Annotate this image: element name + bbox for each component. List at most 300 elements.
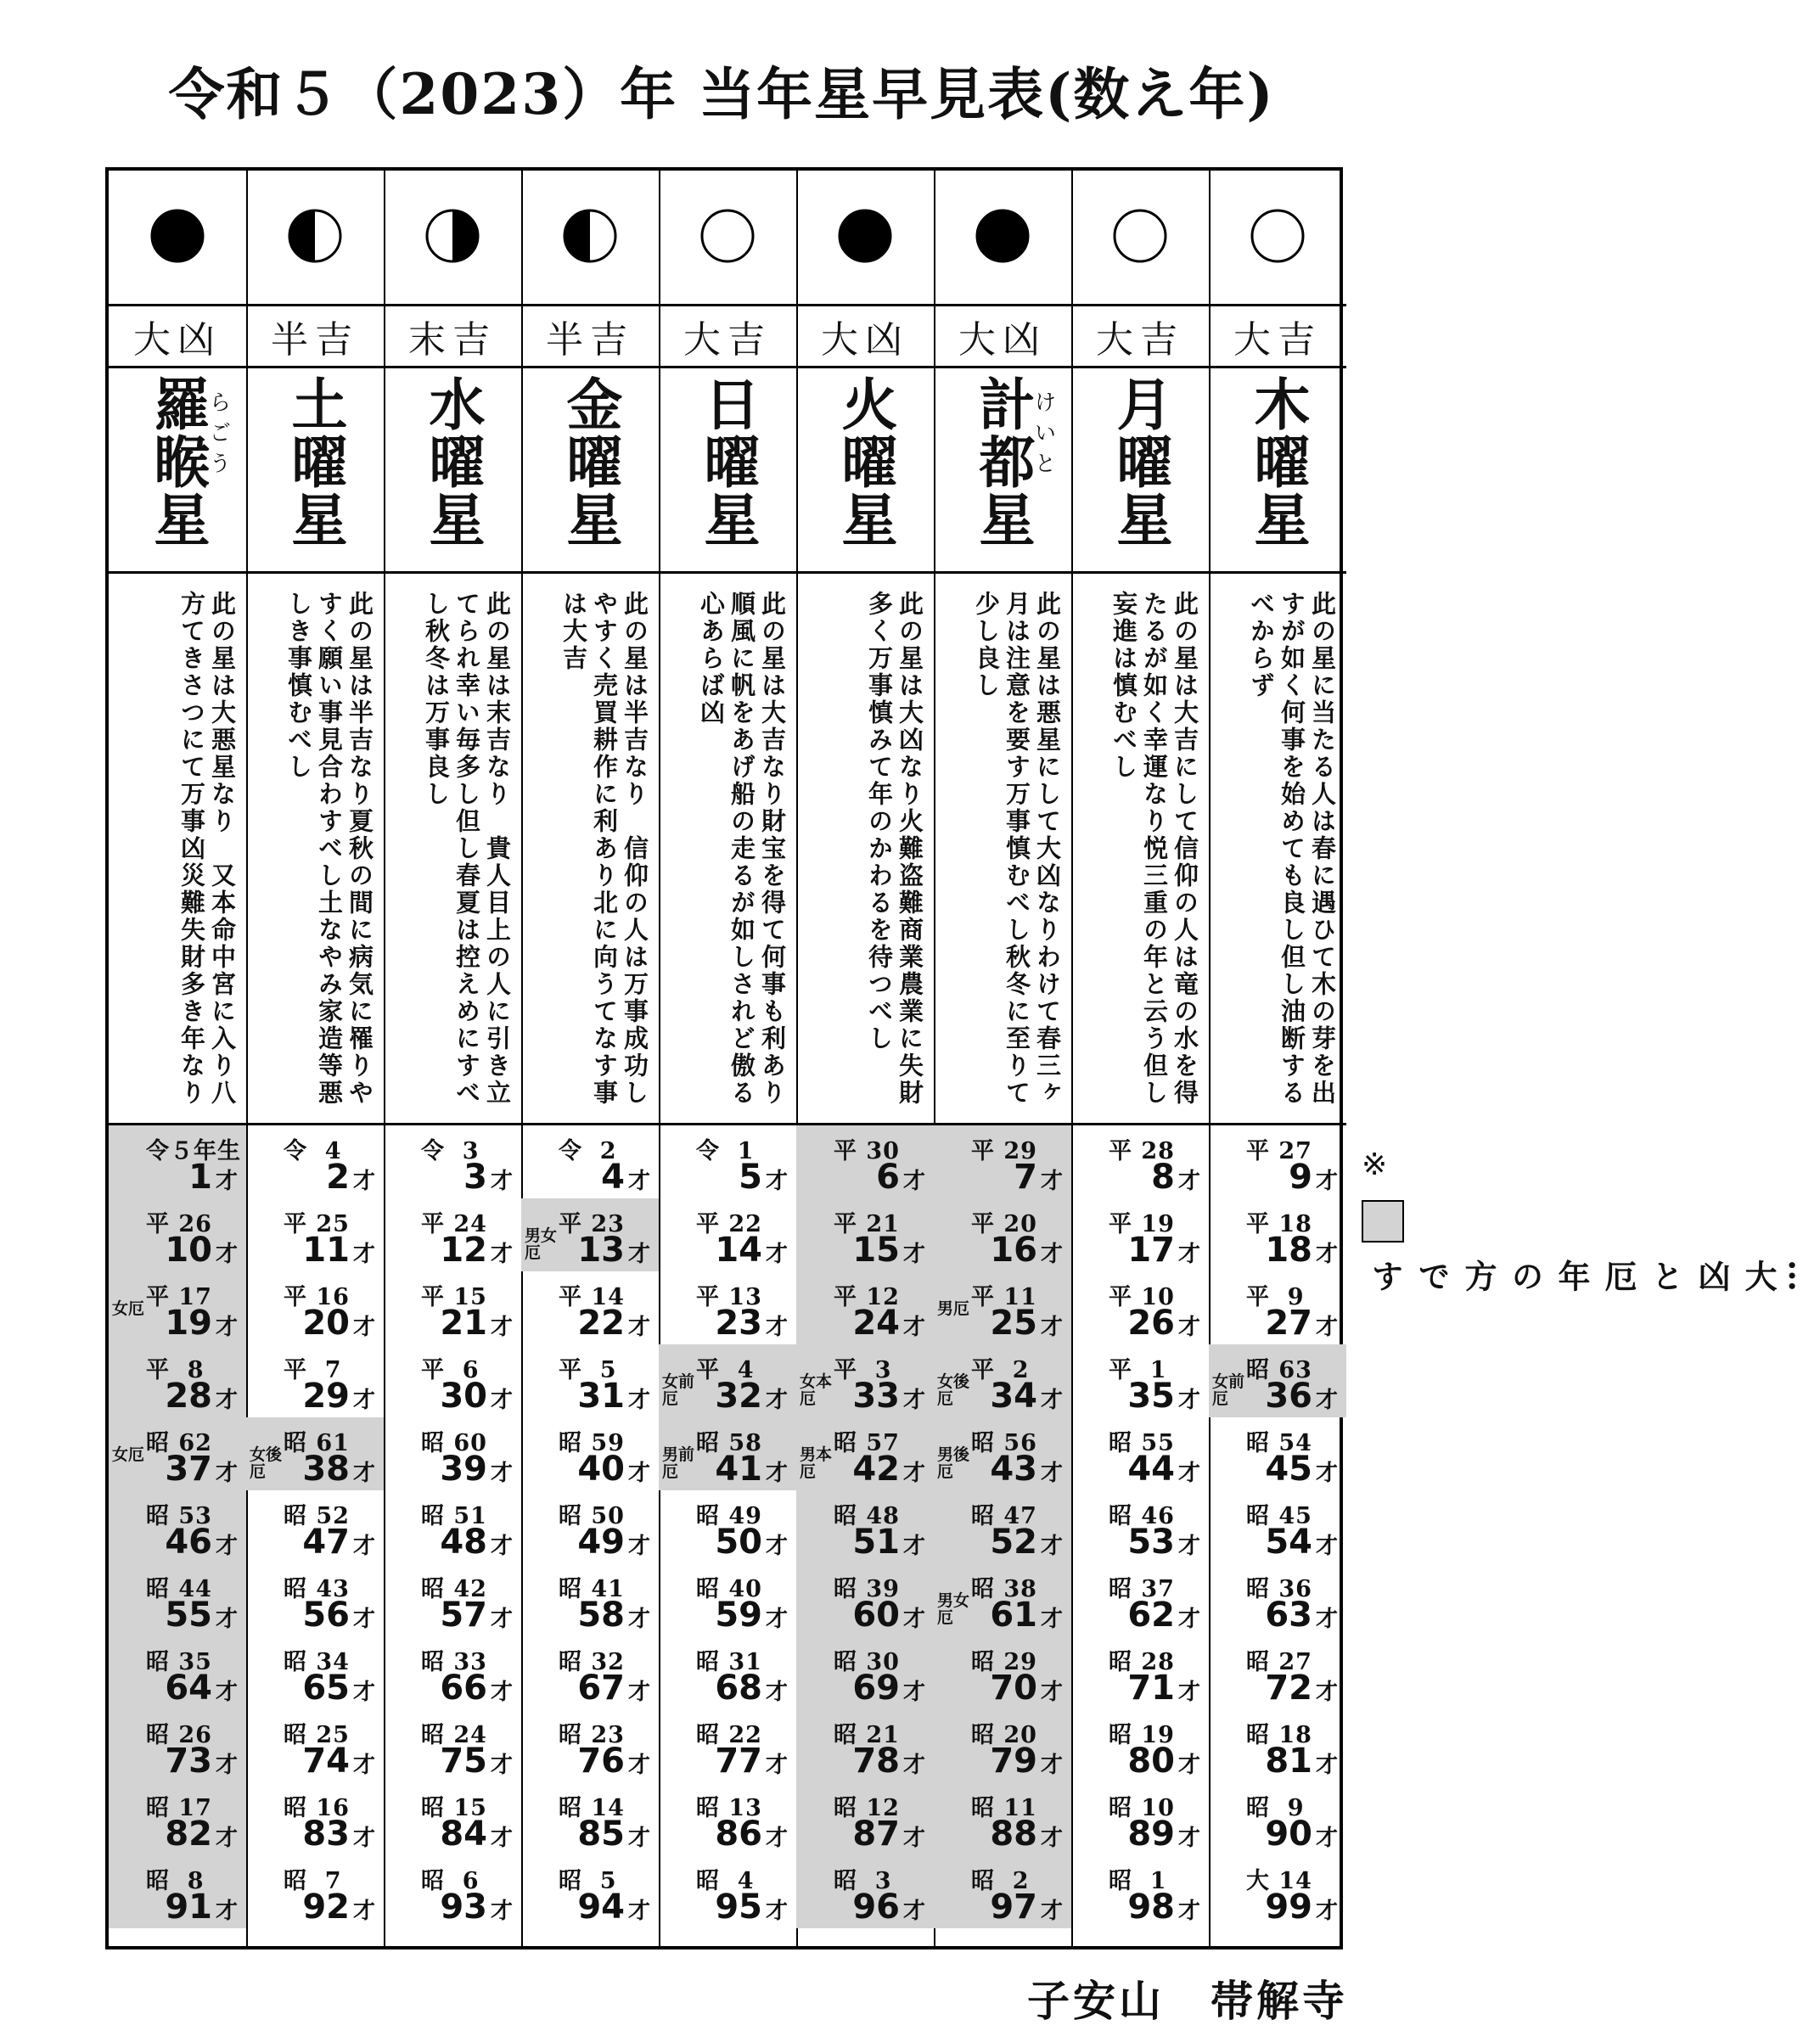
age-cell xyxy=(796,1417,934,1490)
age-suffix: 才 xyxy=(490,1680,513,1705)
age-suffix: 才 xyxy=(1040,1534,1063,1559)
birth-era-year: 昭 49 xyxy=(696,1503,762,1529)
age-cell xyxy=(934,1344,1071,1417)
age-suffix: 才 xyxy=(352,1315,375,1340)
age-value xyxy=(577,1669,650,1708)
age-number: 53 xyxy=(1127,1523,1175,1562)
legend-shade-swatch xyxy=(1362,1200,1404,1243)
age-cell xyxy=(521,1782,659,1855)
age-value xyxy=(1265,1304,1338,1343)
age-suffix: 才 xyxy=(215,1607,238,1632)
yakudoshi-mark: 女本厄 xyxy=(800,1372,833,1408)
star-column xyxy=(1209,171,1346,1946)
fortune-label: 末吉 xyxy=(384,306,521,368)
birth-era-year: 昭 28 xyxy=(1109,1649,1175,1675)
birth-era-year: 平 21 xyxy=(834,1211,900,1237)
star-name: 木曜星 xyxy=(1244,375,1311,548)
birth-era-year: 昭 63 xyxy=(1246,1357,1312,1383)
age-suffix: 才 xyxy=(627,1169,650,1194)
age-cell xyxy=(659,1782,796,1855)
age-number: 13 xyxy=(577,1231,625,1270)
age-suffix: 才 xyxy=(215,1315,238,1340)
age-suffix: 才 xyxy=(215,1242,238,1267)
birth-era-year: 昭 53 xyxy=(146,1503,212,1529)
age-value xyxy=(1127,1377,1200,1416)
age-suffix: 才 xyxy=(1315,1753,1338,1778)
age-suffix: 才 xyxy=(352,1388,375,1413)
fortune-description-cell xyxy=(796,574,934,1125)
age-value xyxy=(1265,1596,1338,1635)
age-cell xyxy=(796,1636,934,1709)
fortune-label: 大凶 xyxy=(934,306,1071,368)
age-suffix: 才 xyxy=(627,1242,650,1267)
moon-phase-cell xyxy=(659,171,796,306)
age-value xyxy=(990,1596,1063,1635)
fortune-label: 大凶 xyxy=(109,306,246,368)
moon-phase-cell xyxy=(1209,171,1346,306)
age-suffix: 才 xyxy=(1177,1315,1200,1340)
age-suffix: 才 xyxy=(902,1899,925,1924)
age-suffix: 才 xyxy=(215,1388,238,1413)
full-black-moon-icon xyxy=(831,202,899,273)
age-cell xyxy=(796,1855,934,1928)
birth-era-year: 昭 12 xyxy=(834,1795,900,1821)
age-cell xyxy=(384,1782,521,1855)
birth-era-year: 昭 61 xyxy=(284,1430,350,1456)
age-suffix: 才 xyxy=(765,1169,788,1194)
age-suffix: 才 xyxy=(902,1169,925,1194)
age-number: 44 xyxy=(1127,1450,1175,1489)
age-number: 45 xyxy=(1265,1450,1312,1489)
birth-era-year: 平 25 xyxy=(284,1211,350,1237)
age-suffix: 才 xyxy=(627,1899,650,1924)
age-cell xyxy=(246,1271,384,1344)
star-name: 火曜星 xyxy=(832,375,898,548)
age-number: 58 xyxy=(577,1596,625,1635)
star-column xyxy=(384,171,523,1946)
age-number: 71 xyxy=(1127,1669,1175,1708)
age-number: 62 xyxy=(1127,1596,1175,1635)
fortune-description-cell xyxy=(934,574,1071,1125)
fortune-description: 此の星に当たる人は春に遇ひて木の芽を出すが如く何事を始めても良し但し油断するべからず xyxy=(1247,591,1337,1107)
age-suffix: 才 xyxy=(902,1680,925,1705)
age-cell xyxy=(521,1709,659,1782)
age-number: 64 xyxy=(165,1669,212,1708)
birth-era-year: 平 12 xyxy=(834,1284,900,1310)
age-value xyxy=(1127,1304,1200,1343)
age-cell xyxy=(384,1344,521,1417)
age-value xyxy=(302,1450,375,1489)
age-number: 99 xyxy=(1265,1888,1312,1927)
age-number: 81 xyxy=(1265,1742,1312,1781)
age-suffix: 才 xyxy=(627,1388,650,1413)
age-value xyxy=(990,1450,1063,1489)
age-suffix: 才 xyxy=(215,1753,238,1778)
fortune-description-cell xyxy=(246,574,384,1125)
age-value xyxy=(1265,1888,1338,1927)
birth-era-year: 昭 48 xyxy=(834,1503,900,1529)
age-value xyxy=(302,1231,375,1270)
age-cell xyxy=(384,1198,521,1271)
age-cell xyxy=(934,1198,1071,1271)
age-number: 26 xyxy=(1127,1304,1175,1343)
age-value xyxy=(852,1742,925,1781)
age-cell xyxy=(384,1271,521,1344)
age-suffix: 才 xyxy=(765,1388,788,1413)
temple-name: 子安山 帯解寺 xyxy=(1027,1976,1348,2026)
age-cell xyxy=(1071,1417,1209,1490)
age-number: 39 xyxy=(440,1450,487,1489)
yakudoshi-mark: 女厄 xyxy=(112,1445,145,1464)
age-cell xyxy=(934,1636,1071,1709)
age-cell xyxy=(1209,1417,1346,1490)
star-column xyxy=(796,171,935,1946)
birth-era-year: 昭 26 xyxy=(146,1722,212,1748)
age-number: 94 xyxy=(577,1888,625,1927)
age-cell xyxy=(109,1636,246,1709)
age-value xyxy=(715,1231,788,1270)
age-cell xyxy=(1071,1344,1209,1417)
fortune-description: 此の星は悪星にして大凶なりわけて春三ヶ月は注意を要す万事慎むべし秋冬に至りて少し良し xyxy=(972,591,1062,1107)
age-number: 56 xyxy=(302,1596,350,1635)
age-cell xyxy=(521,1855,659,1928)
star-name-cell xyxy=(384,368,521,574)
age-cell xyxy=(1209,1855,1346,1928)
legend-text: …大凶と厄年の方です xyxy=(1366,1259,1820,1295)
age-suffix: 才 xyxy=(627,1461,650,1486)
age-number: 98 xyxy=(1127,1888,1175,1927)
age-value xyxy=(302,1304,375,1343)
age-value xyxy=(302,1523,375,1562)
birth-era-year: 昭 42 xyxy=(421,1576,487,1602)
age-value xyxy=(165,1669,238,1708)
birth-era-year: 昭 38 xyxy=(971,1576,1037,1602)
age-cell xyxy=(1209,1782,1346,1855)
age-cell xyxy=(796,1125,934,1198)
age-value xyxy=(577,1450,650,1489)
birth-era-year: 昭 21 xyxy=(834,1722,900,1748)
birth-era-year: 平 20 xyxy=(971,1211,1037,1237)
age-value xyxy=(990,1742,1063,1781)
age-suffix: 才 xyxy=(1315,1461,1338,1486)
age-suffix: 才 xyxy=(627,1826,650,1851)
star-name-cell xyxy=(521,368,659,574)
age-value xyxy=(601,1158,650,1197)
age-value xyxy=(1014,1158,1063,1197)
age-number: 50 xyxy=(715,1523,762,1562)
age-cell xyxy=(109,1782,246,1855)
age-cell xyxy=(1209,1636,1346,1709)
age-value xyxy=(715,1450,788,1489)
age-value xyxy=(715,1596,788,1635)
age-value xyxy=(1265,1450,1338,1489)
age-suffix: 才 xyxy=(1315,1242,1338,1267)
age-value xyxy=(990,1523,1063,1562)
age-suffix: 才 xyxy=(1177,1899,1200,1924)
age-cell xyxy=(1071,1782,1209,1855)
age-cell xyxy=(1209,1563,1346,1636)
birth-era-year: 平 4 xyxy=(696,1357,755,1383)
age-cell xyxy=(109,1344,246,1417)
age-value xyxy=(440,1888,513,1927)
age-suffix: 才 xyxy=(1315,1169,1338,1194)
age-suffix: 才 xyxy=(1040,1461,1063,1486)
age-suffix: 才 xyxy=(490,1388,513,1413)
age-suffix: 才 xyxy=(490,1607,513,1632)
age-suffix: 才 xyxy=(765,1753,788,1778)
age-cell xyxy=(1071,1271,1209,1344)
age-suffix: 才 xyxy=(1040,1315,1063,1340)
age-cell xyxy=(109,1417,246,1490)
birth-era-year: 昭 34 xyxy=(284,1649,350,1675)
birth-era-year: 昭 60 xyxy=(421,1430,487,1456)
age-suffix: 才 xyxy=(490,1534,513,1559)
age-suffix: 才 xyxy=(765,1461,788,1486)
age-value xyxy=(302,1669,375,1708)
age-cell xyxy=(246,1344,384,1417)
age-cell xyxy=(796,1563,934,1636)
age-value xyxy=(1265,1523,1338,1562)
age-number: 21 xyxy=(440,1304,487,1343)
white-moon-icon xyxy=(1106,202,1174,273)
age-value xyxy=(990,1669,1063,1708)
age-cell xyxy=(521,1271,659,1344)
age-value xyxy=(715,1888,788,1927)
age-value xyxy=(326,1158,375,1197)
age-value xyxy=(715,1304,788,1343)
age-value xyxy=(1265,1815,1338,1854)
fortune-description-cell xyxy=(659,574,796,1125)
age-number: 89 xyxy=(1127,1815,1175,1854)
white-moon-icon xyxy=(694,202,761,273)
age-suffix: 才 xyxy=(1315,1899,1338,1924)
age-cell xyxy=(659,1271,796,1344)
age-cell xyxy=(1209,1490,1346,1563)
age-suffix: 才 xyxy=(902,1242,925,1267)
age-cell xyxy=(659,1709,796,1782)
age-suffix: 才 xyxy=(1315,1826,1338,1851)
age-value xyxy=(165,1304,238,1343)
age-value xyxy=(440,1450,513,1489)
birth-era-year: 令 4 xyxy=(284,1138,342,1164)
age-cell xyxy=(659,1563,796,1636)
age-number: 65 xyxy=(302,1669,350,1708)
age-number: 28 xyxy=(165,1377,212,1416)
age-suffix: 才 xyxy=(352,1680,375,1705)
age-cell xyxy=(934,1271,1071,1344)
age-cell xyxy=(246,1855,384,1928)
age-value xyxy=(715,1815,788,1854)
moon-phase-cell xyxy=(246,171,384,306)
half-right-moon-icon xyxy=(418,202,486,273)
half-left-moon-icon xyxy=(556,202,624,273)
moon-phase-cell xyxy=(1071,171,1209,306)
star-name-cell xyxy=(659,368,796,574)
birth-era-year: 昭 43 xyxy=(284,1576,350,1602)
age-value xyxy=(440,1377,513,1416)
age-number: 29 xyxy=(302,1377,350,1416)
age-suffix: 才 xyxy=(627,1753,650,1778)
age-cell xyxy=(521,1125,659,1198)
age-suffix: 才 xyxy=(902,1461,925,1486)
age-suffix: 才 xyxy=(490,1899,513,1924)
yakudoshi-mark: 男前厄 xyxy=(662,1445,695,1481)
age-cell xyxy=(796,1344,934,1417)
age-cell xyxy=(246,1636,384,1709)
age-value xyxy=(852,1596,925,1635)
age-number: 37 xyxy=(165,1450,212,1489)
age-number: 90 xyxy=(1265,1815,1312,1854)
age-number: 77 xyxy=(715,1742,762,1781)
birth-era-year: 昭 6 xyxy=(421,1868,480,1894)
birth-era-year: 昭 41 xyxy=(559,1576,625,1602)
age-cell xyxy=(796,1490,934,1563)
age-number: 86 xyxy=(715,1815,762,1854)
age-cell xyxy=(246,1125,384,1198)
star-name-cell xyxy=(109,368,246,574)
age-suffix: 才 xyxy=(1177,1242,1200,1267)
birth-era-year: 平 26 xyxy=(146,1211,212,1237)
age-suffix: 才 xyxy=(352,1169,375,1194)
age-cell xyxy=(934,1563,1071,1636)
age-value xyxy=(302,1596,375,1635)
age-suffix: 才 xyxy=(902,1315,925,1340)
age-number: 31 xyxy=(577,1377,625,1416)
age-number: 23 xyxy=(715,1304,762,1343)
star-name: 羅睺星 xyxy=(144,375,211,548)
full-black-moon-icon xyxy=(969,202,1036,273)
age-number: 19 xyxy=(165,1304,212,1343)
birth-era-year: 昭 50 xyxy=(559,1503,625,1529)
age-number: 74 xyxy=(302,1742,350,1781)
yakudoshi-mark: 男女厄 xyxy=(937,1591,970,1627)
age-value xyxy=(440,1304,513,1343)
age-cell xyxy=(1071,1563,1209,1636)
age-value xyxy=(577,1596,650,1635)
age-value xyxy=(440,1596,513,1635)
birth-era-year: 昭 44 xyxy=(146,1576,212,1602)
age-number: 46 xyxy=(165,1523,212,1562)
age-cell xyxy=(934,1417,1071,1490)
age-suffix: 才 xyxy=(902,1826,925,1851)
birth-era-year: 昭 47 xyxy=(971,1503,1037,1529)
birth-era-year: 令 2 xyxy=(559,1138,617,1164)
star-column xyxy=(659,171,798,1946)
birth-era-year: 昭 27 xyxy=(1246,1649,1312,1675)
birth-era-year: 平 28 xyxy=(1109,1138,1175,1164)
age-suffix: 才 xyxy=(490,1826,513,1851)
age-suffix: 才 xyxy=(1177,1826,1200,1851)
age-value xyxy=(577,1523,650,1562)
birth-era-year: 昭 35 xyxy=(146,1649,212,1675)
legend-symbol: ※ xyxy=(1362,1147,1388,1182)
moon-phase-cell xyxy=(384,171,521,306)
age-suffix: 才 xyxy=(352,1753,375,1778)
moon-phase-cell xyxy=(934,171,1071,306)
fortune-description-cell xyxy=(109,574,246,1125)
star-column xyxy=(1071,171,1211,1946)
age-suffix: 才 xyxy=(1040,1388,1063,1413)
birth-era-year: 平 2 xyxy=(971,1357,1030,1383)
age-suffix: 才 xyxy=(215,1899,238,1924)
age-number: 20 xyxy=(302,1304,350,1343)
age-value xyxy=(739,1158,788,1197)
age-value xyxy=(165,1742,238,1781)
age-suffix: 才 xyxy=(352,1242,375,1267)
star-name-cell xyxy=(1071,368,1209,574)
fortune-description: 此の星は大吉なり財宝を得て何事も利あり順風に帆をあげ船の走るが如しされど傲る心あらば凶 xyxy=(697,591,787,1107)
age-cell xyxy=(521,1563,659,1636)
age-suffix: 才 xyxy=(352,1826,375,1851)
yakudoshi-mark: 女前厄 xyxy=(1212,1372,1245,1408)
age-value xyxy=(440,1523,513,1562)
age-value xyxy=(577,1231,650,1270)
age-value xyxy=(577,1742,650,1781)
age-number: 72 xyxy=(1265,1669,1312,1708)
age-cell xyxy=(384,1636,521,1709)
age-cell xyxy=(934,1709,1071,1782)
age-cell xyxy=(109,1855,246,1928)
age-suffix: 才 xyxy=(1177,1388,1200,1413)
age-number: 15 xyxy=(852,1231,900,1270)
birth-era-year: 昭 9 xyxy=(1246,1795,1305,1821)
fortune-label: 半吉 xyxy=(521,306,659,368)
age-suffix: 才 xyxy=(1040,1753,1063,1778)
age-value xyxy=(852,1231,925,1270)
yakudoshi-mark: 女厄 xyxy=(112,1299,145,1318)
age-cell xyxy=(1071,1125,1209,1198)
fortune-description: 此の星は半吉なり夏秋の間に病気に罹りやすく願い事見合わすべし土なやみ家造等悪しき事慎むべし xyxy=(284,591,374,1107)
age-number: 41 xyxy=(715,1450,762,1489)
age-suffix: 才 xyxy=(1315,1534,1338,1559)
age-suffix: 才 xyxy=(215,1826,238,1851)
fortune-description-cell xyxy=(1071,574,1209,1125)
age-number: 8 xyxy=(1151,1158,1175,1197)
birth-era-year: 昭 5 xyxy=(559,1868,617,1894)
birth-era-year: 平 1 xyxy=(1109,1357,1167,1383)
star-column xyxy=(521,171,660,1946)
birth-era-year: 平 7 xyxy=(284,1357,342,1383)
birth-era-year: 昭 46 xyxy=(1109,1503,1175,1529)
age-cell xyxy=(659,1125,796,1198)
age-number: 93 xyxy=(440,1888,487,1927)
fortune-description: 此の星は大吉にして信仰の人は竜の水を得たるが如く幸運なり悦三重の年と云う但し妄進は慎むべし xyxy=(1109,591,1199,1107)
age-number: 2 xyxy=(326,1158,350,1197)
star-column xyxy=(109,171,248,1946)
age-suffix: 才 xyxy=(490,1753,513,1778)
age-value xyxy=(302,1888,375,1927)
birth-era-year: 昭 30 xyxy=(834,1649,900,1675)
birth-era-year: 令 1 xyxy=(696,1138,755,1164)
age-number: 51 xyxy=(852,1523,900,1562)
age-cell xyxy=(659,1855,796,1928)
age-value xyxy=(165,1523,238,1562)
birth-era-year: 昭 7 xyxy=(284,1868,342,1894)
age-suffix: 才 xyxy=(765,1899,788,1924)
age-value xyxy=(852,1815,925,1854)
fortune-description-cell xyxy=(521,574,659,1125)
birth-era-year: 昭 57 xyxy=(834,1430,900,1456)
age-suffix: 才 xyxy=(1177,1607,1200,1632)
age-cell xyxy=(246,1198,384,1271)
age-cell xyxy=(796,1198,934,1271)
birth-era-year: 昭 25 xyxy=(284,1722,350,1748)
age-cell xyxy=(1071,1636,1209,1709)
age-value xyxy=(1127,1888,1200,1927)
birth-era-year: 昭 18 xyxy=(1246,1722,1312,1748)
age-value xyxy=(165,1596,238,1635)
birth-era-year: 大 14 xyxy=(1246,1868,1312,1894)
